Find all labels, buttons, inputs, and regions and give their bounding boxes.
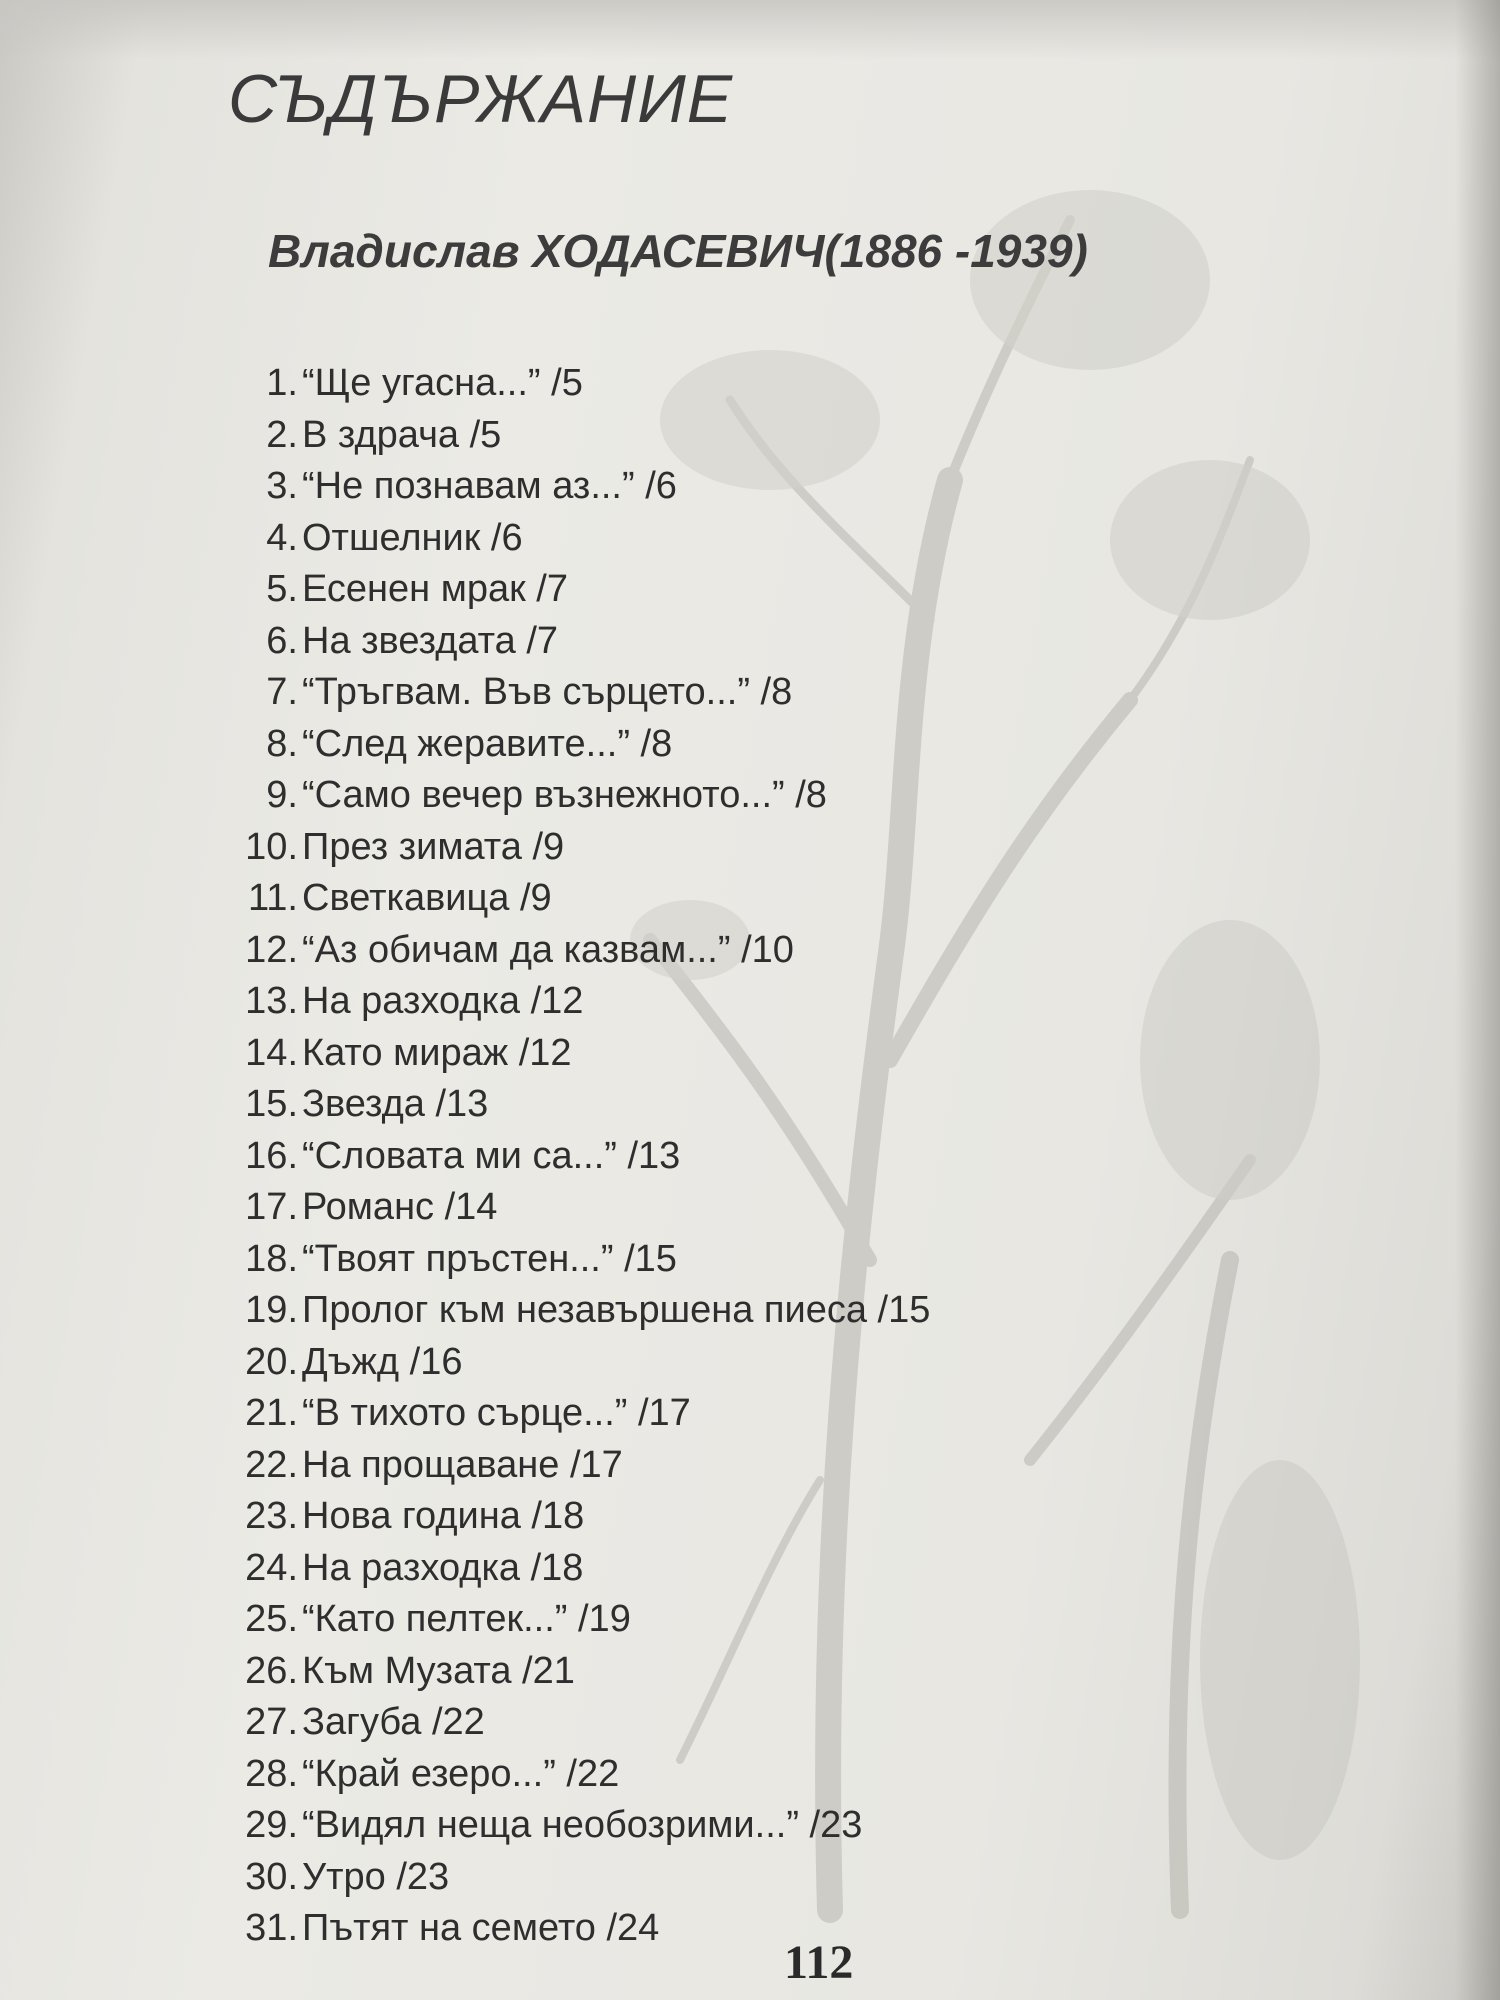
- toc-entry-number: 2.: [266, 413, 298, 456]
- toc-entry-title: Утро /23: [302, 1855, 450, 1898]
- toc-entry-number: 11.: [247, 877, 298, 919]
- toc-entry-number: 16.: [245, 1134, 298, 1177]
- toc-entry: [230, 1852, 1330, 1904]
- toc-entry-number: 5.: [266, 568, 298, 610]
- toc-entry: [230, 873, 1330, 925]
- toc-entry-title: На разходка /12: [302, 980, 584, 1022]
- toc-entry: [230, 1028, 1330, 1080]
- toc-entry-title: Към Музата /21: [302, 1649, 575, 1692]
- toc-entry-number: 9.: [266, 774, 298, 816]
- toc-entry: [230, 822, 1330, 874]
- toc-entry-title: Пролог към незавършена пиеса /15: [302, 1289, 931, 1331]
- toc-entry: [230, 564, 1330, 616]
- toc-entry: [230, 1182, 1330, 1234]
- toc-entry: [230, 1543, 1330, 1595]
- toc-entry-number: 19.: [245, 1289, 298, 1331]
- toc-entry-title: Дъжд /16: [302, 1340, 463, 1383]
- toc-entry-title: “В тихото сърце...” /17: [302, 1392, 691, 1434]
- toc-entry-title: На звездата /7: [302, 619, 559, 662]
- toc-entry-title: “Само вечер възнежното...” /8: [302, 774, 827, 816]
- toc-entry: [230, 1749, 1330, 1801]
- toc-entry-number: 4.: [266, 516, 298, 559]
- toc-entry-title: Загуба /22: [302, 1701, 485, 1743]
- toc-entry-title: Звезда /13: [302, 1083, 489, 1125]
- toc-entry-number: 1.: [266, 362, 298, 404]
- toc-entry-number: 24.: [245, 1546, 298, 1589]
- page-gutter-shadow: [1455, 0, 1500, 2000]
- toc-entry: [230, 513, 1330, 565]
- toc-entry: [230, 667, 1330, 719]
- toc-entry: [230, 1800, 1330, 1852]
- toc-entry: [230, 1903, 1330, 1955]
- toc-entry-title: “Ще угасна...” /5: [302, 362, 583, 404]
- toc-entry-title: “Видял неща необозрими...” /23: [302, 1804, 863, 1846]
- toc-entry-number: 21.: [245, 1392, 298, 1434]
- toc-entry-number: 3.: [266, 465, 298, 507]
- toc-entry: [230, 1234, 1330, 1286]
- toc-entry-title: Есенен мрак /7: [302, 568, 568, 610]
- toc-entry-number: 12.: [245, 928, 298, 971]
- toc-entry: [230, 410, 1330, 462]
- toc-entry-number: 8.: [266, 722, 298, 765]
- toc-entry: [230, 1646, 1330, 1698]
- toc-entry: [230, 1594, 1330, 1646]
- toc-entry-title: “Като пелтек...” /19: [302, 1598, 631, 1640]
- toc-entry-number: 15.: [245, 1083, 298, 1125]
- toc-entry: [230, 925, 1330, 977]
- table-of-contents: [230, 358, 1330, 1955]
- toc-entry: [230, 1440, 1330, 1492]
- toc-entry-title: Отшелник /6: [302, 516, 523, 559]
- toc-entry: [230, 770, 1330, 822]
- toc-entry-title: “Не познавам аз...” /6: [302, 465, 677, 507]
- toc-entry-title: “Твоят пръстен...” /15: [302, 1237, 677, 1280]
- toc-entry-number: 20.: [245, 1340, 298, 1383]
- toc-entry: [230, 358, 1330, 410]
- toc-entry-title: През зимата /9: [302, 825, 565, 868]
- toc-entry: [230, 1337, 1330, 1389]
- toc-entry-number: 13.: [245, 980, 298, 1022]
- toc-entry-number: 22.: [245, 1443, 298, 1486]
- toc-entry-number: 31.: [245, 1907, 298, 1949]
- contents-heading: СЪДЪРЖАНИЕ: [228, 61, 734, 137]
- toc-entry-number: 17.: [245, 1186, 298, 1228]
- toc-entry-number: 6.: [266, 619, 298, 662]
- toc-entry-title: Пътят на семето /24: [302, 1907, 660, 1949]
- toc-entry: [230, 1491, 1330, 1543]
- toc-entry: [230, 976, 1330, 1028]
- toc-entry-title: “Край езеро...” /22: [302, 1752, 620, 1795]
- toc-entry-title: Нова година /18: [302, 1495, 585, 1537]
- toc-entry-title: Като мираж /12: [302, 1031, 572, 1074]
- toc-entry-number: 18.: [245, 1237, 298, 1280]
- toc-entry-title: Романс /14: [302, 1186, 498, 1228]
- toc-entry-title: “След жеравите...” /8: [302, 722, 673, 765]
- toc-entry: [230, 1388, 1330, 1440]
- toc-entry-title: В здрача /5: [302, 413, 502, 456]
- toc-entry: [230, 1697, 1330, 1749]
- toc-entry-number: 30.: [245, 1855, 298, 1898]
- toc-entry-number: 14.: [245, 1031, 298, 1074]
- toc-entry-title: “Тръгвам. Във сърцето...” /8: [302, 671, 793, 713]
- toc-entry-number: 25.: [245, 1598, 298, 1640]
- toc-entry-title: На прощаване /17: [302, 1443, 623, 1486]
- toc-entry-number: 23.: [245, 1495, 298, 1537]
- page-number: 112: [784, 1936, 854, 1989]
- toc-entry: [230, 1079, 1330, 1131]
- toc-entry-number: 27.: [245, 1701, 298, 1743]
- toc-entry-title: На разходка /18: [302, 1546, 584, 1589]
- toc-entry: [230, 616, 1330, 668]
- toc-entry-number: 28.: [245, 1752, 298, 1795]
- toc-entry: [230, 1131, 1330, 1183]
- toc-entry: [230, 1285, 1330, 1337]
- toc-entry: [230, 461, 1330, 513]
- toc-entry-title: “Словата ми са...” /13: [302, 1134, 681, 1177]
- toc-entry-title: “Аз обичам да казвам...” /10: [302, 928, 794, 971]
- toc-entry-number: 10.: [245, 825, 298, 868]
- toc-entry: [230, 719, 1330, 771]
- author-heading: Владислав ХОДАСЕВИЧ(1886 -1939): [268, 225, 1088, 277]
- toc-entry-number: 26.: [245, 1649, 298, 1692]
- toc-entry-number: 29.: [245, 1804, 298, 1846]
- toc-entry-title: Светкавица /9: [302, 877, 552, 919]
- toc-entry-number: 7.: [266, 671, 298, 713]
- page-top-edge: [0, 0, 1500, 60]
